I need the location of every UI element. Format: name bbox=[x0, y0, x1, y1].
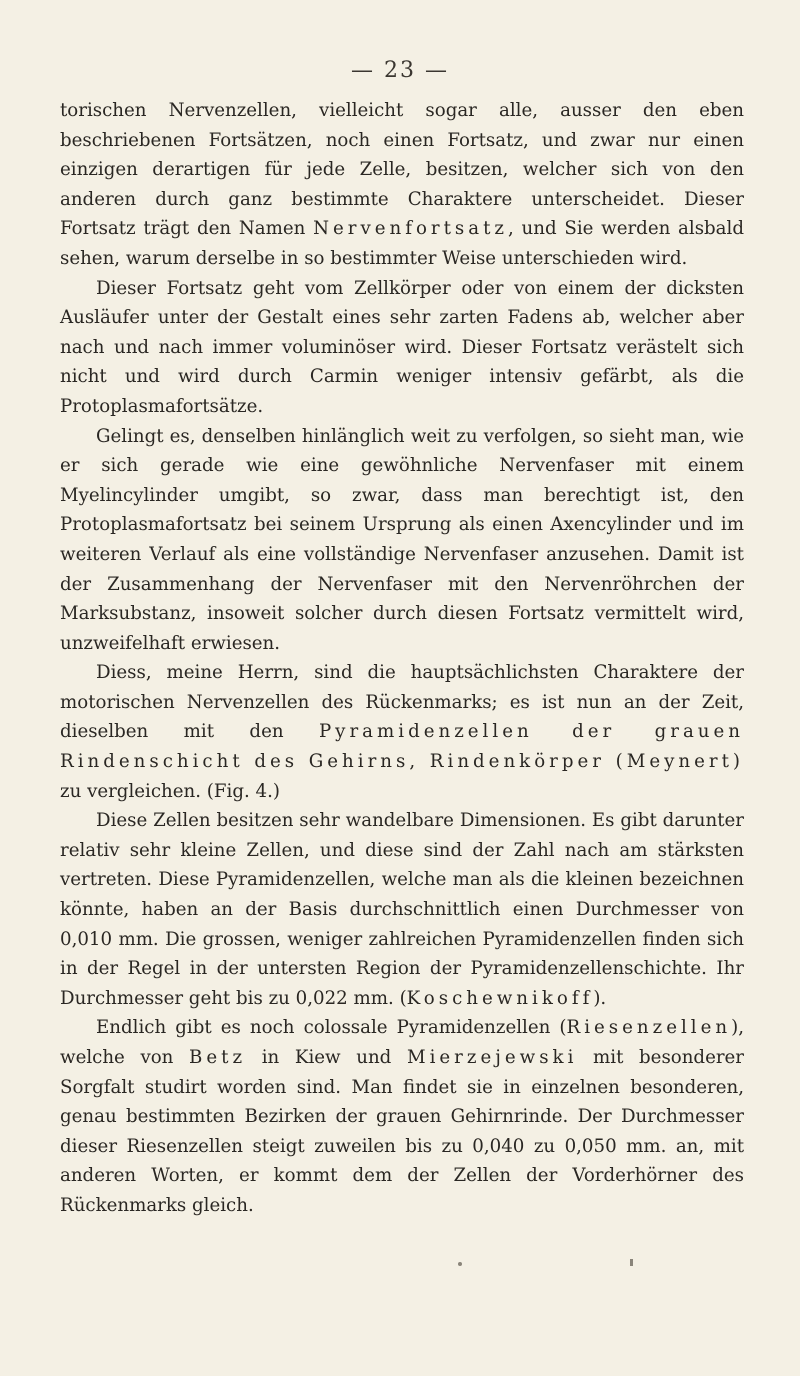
paragraph-5-part-a: Diese Zellen besitzen sehr wandelbare Dimensionen. Es gibt darunter relativ sehr kleine Zellen, und diese sind der Zahl nach am stärksten vertreten. Diese Pyramidenzellen, welche man als die kleinen bezeichnen könnte, haben an der Basis durchschnittlich einen Durchmesser von 0,010 mm. Die grossen, weniger zahlreichen Pyramidenzellen finden sich in der Regel in der untersten Region der Pyramidenzellenschichte. Ihr Durchmesser geht bis zu 0,022 mm. ( bbox=[60, 810, 744, 1009]
paragraph-4-part-a: Diess, meine Herrn, sind die hauptsächlichsten Charaktere der motorischen Nervenzellen des Rückenmarks; es ist nun an der Zeit, dieselben mit den bbox=[60, 662, 744, 743]
paragraph-4-part-c: zu vergleichen. (Fig. 4.) bbox=[60, 780, 280, 802]
author-betz: Betz bbox=[189, 1047, 247, 1068]
print-marks bbox=[0, 1254, 800, 1274]
paragraph-5-part-c: ). bbox=[593, 987, 607, 1009]
term-riesenzellen: Riesenzellen bbox=[566, 1017, 732, 1039]
paragraph-1 bbox=[60, 96, 744, 274]
print-tick-mark bbox=[630, 1259, 633, 1266]
paragraph-2: Dieser Fortsatz geht vom Zellkörper oder von einem der dicksten Ausläufer unter der Gestalt eines sehr zarten Fadens ab, welcher aber nach und nach immer voluminöser wird. Dieser Fortsatz verästelt sich nicht und wird durch Carmin weniger intensiv gefärbt, als die Protoplasmafortsätze. bbox=[60, 277, 744, 417]
term-pyramidenzellen: Pyramidenzellen der grauen Rindenschicht des Gehirns, Rindenkörper (Meynert) bbox=[60, 721, 744, 773]
paragraph-6 bbox=[60, 1013, 744, 1220]
paragraph-6-part-a: Endlich gibt es noch colossale Pyramidenzellen ( bbox=[96, 1017, 567, 1039]
body-text bbox=[60, 96, 744, 1221]
term-nervenfortsatz: Nervenfortsatz bbox=[313, 218, 508, 240]
paragraph-1-part-a: torischen Nervenzellen, vielleicht sogar alle, ausser den eben beschriebenen Fortsätzen, noch einen Fortsatz, und zwar nur einen einzigen derartigen für jede Zelle, besitzen, welcher sich von den anderen durch ganz bestimmte Charaktere unterscheidet. Dieser Fortsatz trägt den Namen bbox=[60, 100, 744, 240]
author-koschewnikoff: Koschewnikoff bbox=[406, 987, 594, 1009]
paragraph-6-part-e: in Kiew und bbox=[246, 1047, 407, 1068]
print-dot-mark bbox=[458, 1262, 462, 1266]
page-number: — 23 — bbox=[351, 58, 449, 83]
paragraph-3: Gelingt es, denselben hinlänglich weit zu verfolgen, so sieht man, wie er sich gerade wie eine gewöhnliche Nervenfaser mit einem Myelincylinder umgibt, so zwar, dass man berechtigt ist, den Protoplasmafortsatz bei seinem Ursprung als einen Axencylinder und im weiteren Verlauf als eine vollständige Nervenfaser anzusehen. Damit ist der Zusammenhang der Nervenfaser mit den Nervenröhrchen der Marksubstanz, insoweit solcher durch diesen Fortsatz vermittelt wird, unzweifelhaft erwiesen. bbox=[60, 425, 744, 654]
paragraph-6-part-g: mit besonderer Sorgfalt studirt worden sind. Man findet sie in einzelnen besonderen, genau bestimmten Bezirken der grauen Gehirnrinde. Der Durchmesser dieser Riesenzellen steigt zuweilen bis zu 0,040 zu 0,050 mm. an, mit anderen Worten, er kommt dem der Zellen der Vorderhörner des Rückenmarks gleich. bbox=[60, 1047, 744, 1216]
paragraph-4 bbox=[60, 658, 744, 806]
paragraph-5 bbox=[60, 806, 744, 1013]
paragraph-6-part-c: ), welche von bbox=[60, 1017, 744, 1068]
paragraph-1-part-c: , und Sie werden alsbald sehen, warum derselbe in so bestimmter Weise unterschieden wird. bbox=[60, 218, 744, 269]
author-mierzejewski: Mierzejewski bbox=[406, 1047, 578, 1068]
